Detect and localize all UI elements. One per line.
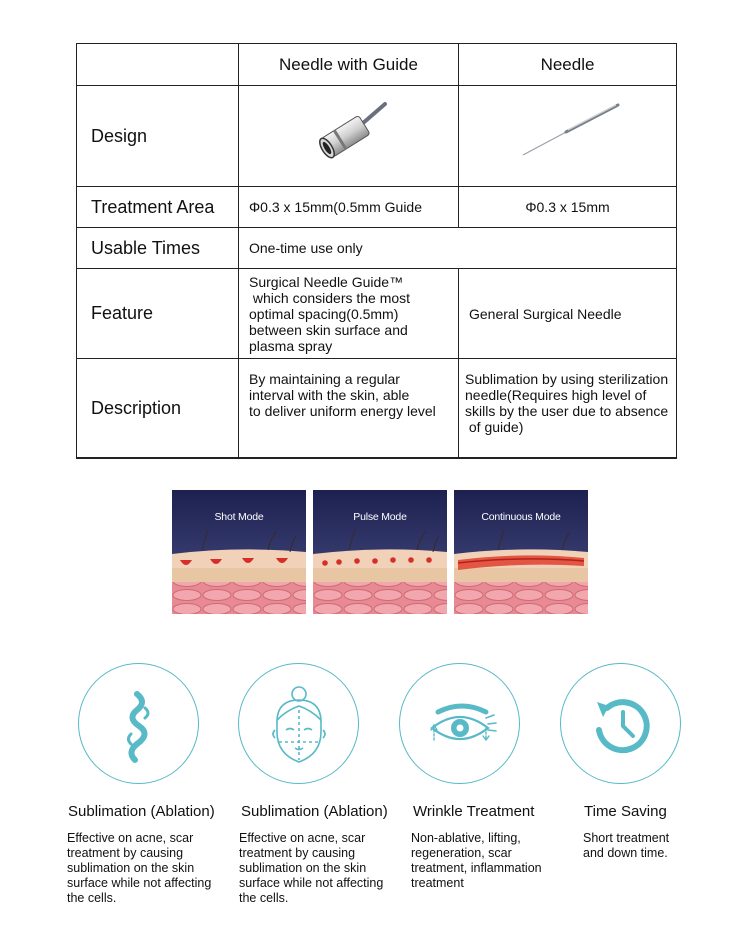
shot-mode-image [172,490,306,614]
mode-illustrations [172,490,590,616]
description-needle-line: Sublimation by using sterilization [465,371,669,387]
feature-circle-sublimation-2 [238,663,359,784]
eye-wrinkle-icon [400,664,521,785]
needle-image [508,99,628,169]
row-label-usable-times: Usable Times [77,228,239,269]
feature-title-time-saving: Time Saving [584,803,667,820]
table-row-treatment-area [77,187,677,228]
shot-mode-label: Shot Mode [214,511,264,523]
description-needle-line: of guide) [465,419,524,435]
table-header-row [77,44,677,86]
table-row-description [77,359,677,459]
header-needle: Needle [459,44,677,86]
feature-circle-wrinkle [399,663,520,784]
continuous-mode-label: Continuous Mode [481,511,561,523]
clock-restore-icon [561,664,682,785]
feature-desc-sublimation-2: Effective on acne, scar treatment by causing sublimation on the skin surface while not affecting the cells. [239,831,384,905]
description-needle-line: skills by the user due to absence [465,403,669,419]
treatment-area-guide: Φ0.3 x 15mm(0.5mm Guide [239,187,459,228]
continuous-mode-image [454,490,588,614]
pulse-mode-image [313,490,447,614]
row-label-treatment-area: Treatment Area [77,187,239,228]
feature-guide-line: plasma spray [249,337,333,354]
table-row-design [77,86,677,187]
row-label-description: Description [77,359,239,459]
description-guide-line: to deliver uniform energy level [249,403,436,419]
description-needle-line: needle(Requires high level of [465,387,647,403]
treatment-area-needle: Φ0.3 x 15mm [459,187,677,228]
feature-desc-sublimation-1: Effective on acne, scar treatment by causing sublimation on the skin surface while not affecting the cells. [67,831,212,905]
table-row-usable-times [77,228,677,269]
feature-title-wrinkle: Wrinkle Treatment [413,803,535,820]
feature-circle-time-saving [560,663,681,784]
feature-circle-sublimation-1 [78,663,199,784]
feature-guide-line: which considers the most [249,289,411,306]
description-guide-text [239,359,459,459]
row-label-feature: Feature [77,269,239,359]
description-guide-line: By maintaining a regular [249,371,400,387]
pulse-mode-label: Pulse Mode [353,511,407,523]
feature-guide-line: between skin surface and [249,321,408,338]
feature-desc-wrinkle: Non-ablative, lifting, regeneration, scar treatment, inflammation treatment [411,831,542,890]
feature-desc-time-saving: Short treatment and down time. [583,831,670,860]
usable-times-value: One-time use only [239,228,677,269]
needle-with-guide-image [289,94,409,174]
feature-guide-text [239,269,459,359]
header-needle-with-guide: Needle with Guide [239,44,459,86]
feature-title-sublimation-2: Sublimation (Ablation) [241,803,388,820]
feature-guide-line: optimal spacing(0.5mm) [249,305,399,322]
feature-needle-text: General Surgical Needle [459,269,677,359]
face-icon [239,664,360,785]
design-needle-image [459,86,677,187]
row-label-design: Design [77,86,239,187]
design-guide-image [239,86,459,187]
description-guide-line: interval with the skin, able [249,387,410,403]
comparison-table [76,43,677,459]
smoke-icon [79,664,200,785]
feature-title-sublimation-1: Sublimation (Ablation) [68,803,215,820]
feature-guide-line: Surgical Needle Guide™ [249,273,404,290]
header-empty-cell [77,44,239,86]
description-needle-text [459,359,677,459]
table-row-feature [77,269,677,359]
